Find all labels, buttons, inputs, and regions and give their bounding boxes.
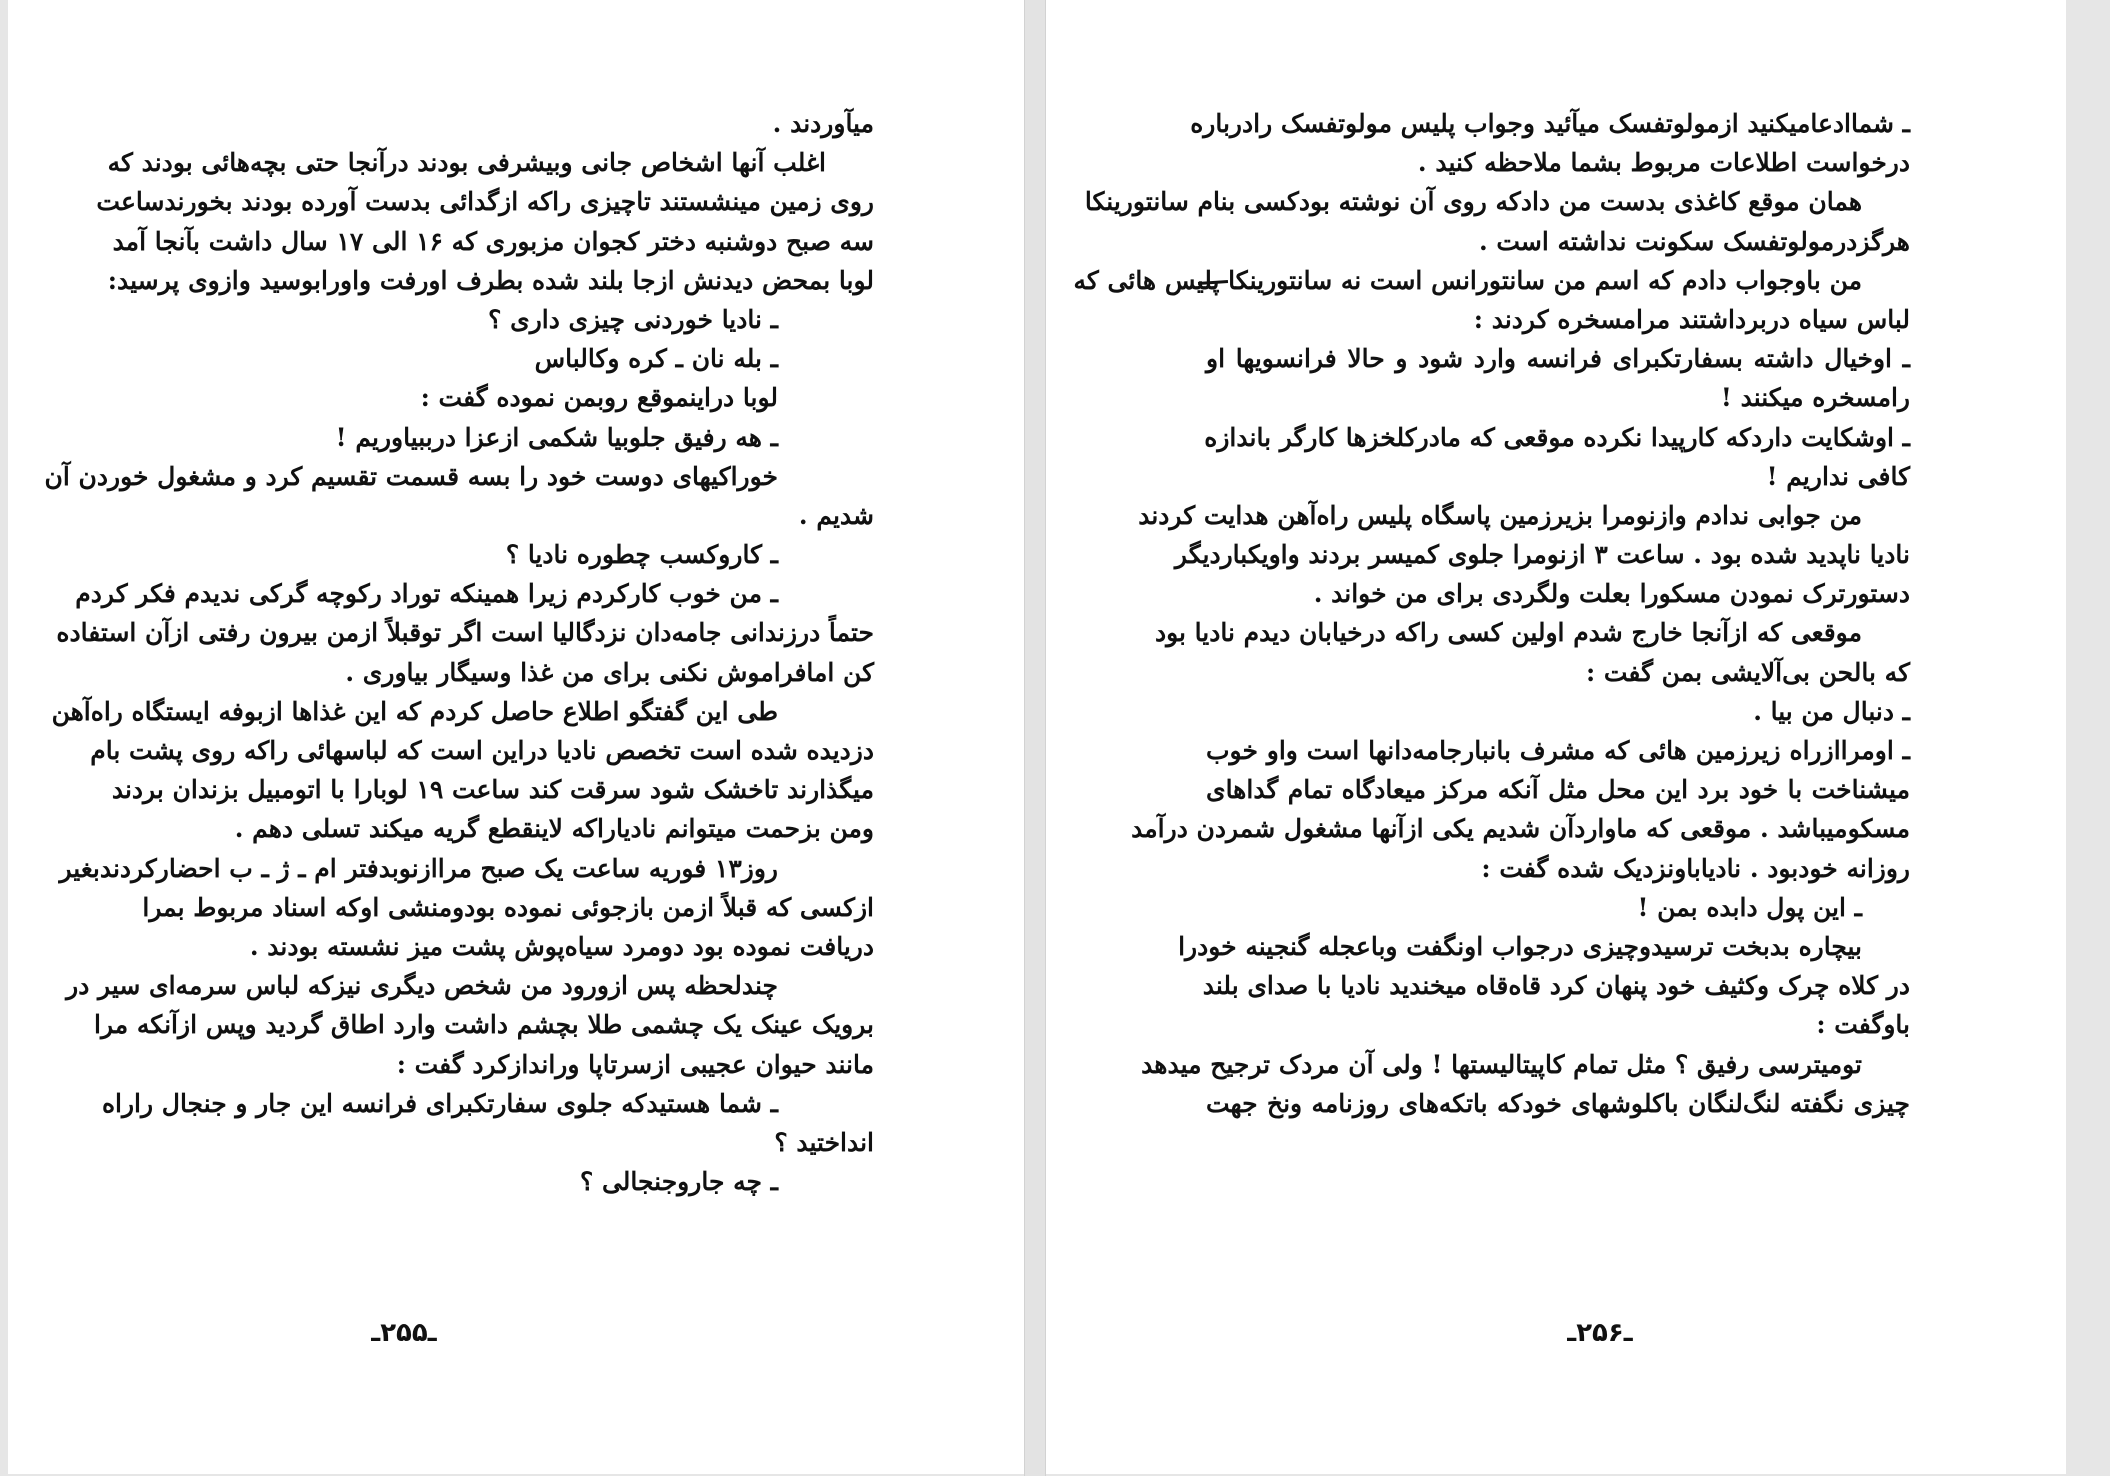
text-line: انداختید ؟ <box>774 1127 874 1157</box>
text-line: مسکومیباشد . موقعی که ماواردآن شدیم یکی ازآنها مشغول شمردن درآمد <box>1131 814 1910 844</box>
text-line: رامسخره میکنند ! <box>1720 383 1910 413</box>
text-line: شدیم . <box>798 500 874 530</box>
text-line: ـ اوخیال داشته بسفارتکبرای فرانسه وارد شود و حالا فرانسویها او <box>1206 344 1910 374</box>
text-line: ـ دنبال من بیا . <box>1753 696 1910 726</box>
text-line: همان موقع کاغذی بدست من دادکه روی آن نوشته بودکسی بنام سانتورینکا <box>1084 187 1862 217</box>
text-line: ومن بزحمت میتوانم نادیاراکه لاینقطع گریه میکند تسلی دهم . <box>234 814 874 844</box>
text-line: ـ این پول دابده بمن ! <box>1637 892 1862 922</box>
text-line: سه صبح دوشنبه دختر کجوان مزبوری که ۱۶ الی ۱۷ سال داشت بآنجا آمد <box>112 226 874 256</box>
text-line: خوراکیهای دوست خود را بسه قسمت تقسیم کرد و مشغول خوردن آن <box>44 461 778 491</box>
text-line: ازکسی که قبلاً ازمن بازجوئی نموده بودومنشی اوکه اسناد مربوط بمرا <box>142 892 874 922</box>
text-line: ـ بله نان ـ کره وکالباس <box>534 344 778 374</box>
text-line: ـ نادیا خوردنی چیزی داری ؟ <box>488 304 778 334</box>
text-line: هرگزدرمولوتفسک سکونت نداشته است . <box>1478 226 1910 256</box>
text-line: ـ کاروکسب چطوره نادیا ؟ <box>505 540 778 570</box>
text-line: دزدیده شده است تخصص نادیا دراین است که لباسهائی راکه روی پشت بام <box>90 736 874 765</box>
page-number: ـ۲۵۶ـ <box>1567 1318 1633 1348</box>
text-line: ـ چه جاروجنجالی ؟ <box>580 1167 778 1197</box>
text-line: ـ هه رفیق جلوبیا شکمی ازعزا درببیاوریم ! <box>335 422 778 452</box>
text-line: میگذارند تاخشک شود سرقت کند ساعت ۱۹ لوبارا با اتومبیل بزندان بردند <box>111 775 874 805</box>
text-line: روزانه خودبود . نادیاباونزدیک شده گفت : <box>1481 853 1910 883</box>
text-line: چندلحظه پس ازورود من شخص دیگری نیزکه لباس سرمه‌ای سیر در <box>66 971 778 1001</box>
text-line: دستورترک نمودن مسکورا بعلت ولگردی برای من خواند . <box>1313 579 1910 609</box>
page-text-block <box>44 104 874 1201</box>
text-line: ـ شماادعامیکنید ازمولوتفسک میآئید وجواب پلیس مولوتفسک رادرباره <box>1190 109 1910 138</box>
text-line: برویک عینک یک چشمی طلا بچشم داشت وارد اطاق گردید وپس ازآنکه مرا <box>94 1010 874 1040</box>
text-line: دریافت نموده بود دومرد سیاه‌پوش پشت میز نشسته بودند . <box>249 931 874 961</box>
text-line: طی این گفتگو اطلاع حاصل کردم که این غذاها ازبوفه ایستگاه راه‌آهن <box>51 696 778 726</box>
text-line: لوبا بمحض دیدنش ازجا بلند شده بطرف اورفت واورابوسید وازوی پرسید: <box>107 265 874 295</box>
text-line: موقعی که ازآنجا خارج شدم اولین کسی راکه درخیابان دیدم نادیا بود <box>1154 618 1862 648</box>
text-line: میشناخت با خود برد این محل مثل آنکه مرکز میعادگاه تمام گداهای <box>1206 775 1910 805</box>
text-line: درخواست اطلاعات مربوط بشما ملاحظه کنید . <box>1417 148 1910 178</box>
text-line: روی زمین مینشستند تاچیزی راکه ازگدائی بدست آورده بودند بخورندساعت <box>96 187 874 217</box>
page-number: ـ۲۵۵ـ <box>371 1318 437 1348</box>
book-page-left <box>8 0 1024 1474</box>
text-line: بیچاره بدبخت ترسیدوچیزی درجواب اونگفت وباعجله گنجینه خودرا <box>1178 931 1862 961</box>
page-gutter <box>1024 0 1046 1476</box>
text-line: که بالحن بی‌آلایشی بمن گفت : <box>1585 657 1910 687</box>
text-line: اغلب آنها اشخاص جانی وبیشرفی بودند درآنجا حتی بچه‌هائی بودند که <box>107 148 826 178</box>
text-line: باوگفت : <box>1816 1010 1910 1040</box>
text-line: لوبا دراینموقع روبمن نموده گفت : <box>420 383 778 413</box>
text-line: لباس سیاه دربرداشتند مرامسخره کردند : <box>1473 304 1910 334</box>
text-line: من باوجواب دادم که اسم من سانتورانس است نه سانتورینکا پلیس هائی که <box>1073 265 1862 295</box>
text-line: ـ شما هستیدکه جلوی سفارتکبرای فرانسه این جار و جنجال راراه <box>101 1088 778 1118</box>
text-line: میآوردند . <box>772 109 874 138</box>
text-line: در کلاه چرک وکثیف خود پنهان کرد قاه‌قاه میخندید نادیا با صدای بلند <box>1202 971 1910 1001</box>
text-line: ـ اوشکایت داردکه کارپیدا نکرده موقعی که مادرکلخزها کارگر باندازه <box>1204 422 1910 452</box>
text-line: نادیا ناپدید شده بود . ساعت ۳ ازنومرا جلوی کمیسر بردند واویکباردیگر <box>1174 540 1910 570</box>
text-line: حتماً درزندانی جامه‌دان نزدگالیا است اگر توقبلاً ازمن بیرون رفتی ازآن استفاده <box>56 618 874 648</box>
text-line: ـ من خوب کارکردم زیرا همینکه توراد رکوچه گرکی ندیدم فکر کردم <box>75 579 778 609</box>
page-text-block <box>1073 104 1910 1123</box>
text-line: کن امافراموش نکنی برای من غذا وسیگار بیاوری . <box>345 657 874 687</box>
book-page-right <box>1046 0 2066 1474</box>
text-line: من جوابی ندادم وازنومرا بزیرزمین پاسگاه پلیس راه‌آهن هدایت کردند <box>1138 500 1862 530</box>
text-line: تومیترسی رفیق ؟ مثل تمام کاپیتالیستها ! ولی آن مردک ترجیح میدهد <box>1141 1049 1862 1079</box>
text-line: چیزی نگفته لنگ‌لنگان باکلوشهای خودکه باتکه‌های روزنامه ونخ جهت <box>1206 1088 1910 1118</box>
text-line: کافی نداریم ! <box>1766 461 1910 491</box>
text-line: ـ اومراازراه زیرزمین هائی که مشرف بانبارجامه‌دانها است واو خوب <box>1206 736 1910 765</box>
text-line: روز۱۳ فوریه ساعت یک صبح مراازنوبدفتر ام ـ ژ ـ ب احضارکردندبغیر <box>59 853 778 883</box>
text-line: مانند حیوان عجیبی ازسرتاپا وراندازکرد گفت : <box>396 1049 874 1079</box>
